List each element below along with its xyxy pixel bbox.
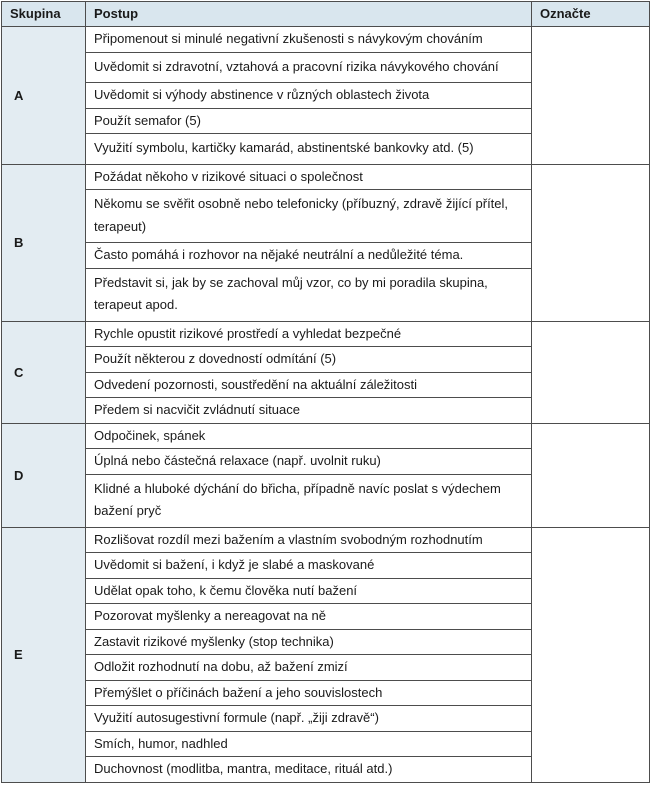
step-cell: Představit si, jak by se zachoval můj vzor, co by mi poradila skupina, terapeut apod.	[86, 268, 532, 321]
group-label: E	[2, 527, 86, 782]
step-cell: Klidné a hluboké dýchání do břicha, případně navíc poslat s výdechem bažení pryč	[86, 474, 532, 527]
mark-cell[interactable]	[532, 423, 650, 527]
table-row	[2, 321, 650, 347]
table-row	[2, 164, 650, 190]
header-group: Skupina	[2, 2, 86, 27]
step-cell: Předem si nacvičit zvládnutí situace	[86, 398, 532, 424]
header-step: Postup	[86, 2, 532, 27]
step-cell: Často pomáhá i rozhovor na nějaké neutrální a nedůležité téma.	[86, 243, 532, 269]
step-cell: Využití symbolu, kartičky kamarád, abstinentské bankovky atd. (5)	[86, 134, 532, 165]
step-cell: Uvědomit si výhody abstinence v různých oblastech života	[86, 83, 532, 109]
step-cell: Připomenout si minulé negativní zkušenosti s návykovým chováním	[86, 27, 532, 53]
step-cell: Smích, humor, nadhled	[86, 731, 532, 757]
step-cell: Úplná nebo částečná relaxace (např. uvolnit ruku)	[86, 449, 532, 475]
group-label: C	[2, 321, 86, 423]
table-row	[2, 527, 650, 553]
mark-cell[interactable]	[532, 27, 650, 165]
step-cell: Použít semafor (5)	[86, 108, 532, 134]
step-cell: Pozorovat myšlenky a nereagovat na ně	[86, 604, 532, 630]
step-cell: Požádat někoho v rizikové situaci o společnost	[86, 164, 532, 190]
step-cell: Přemýšlet o příčinách bažení a jeho souvislostech	[86, 680, 532, 706]
group-label: B	[2, 164, 86, 321]
mark-cell[interactable]	[532, 321, 650, 423]
step-cell: Rychle opustit rizikové prostředí a vyhledat bezpečné	[86, 321, 532, 347]
header-row	[2, 2, 650, 27]
step-cell: Uvědomit si zdravotní, vztahová a pracovní rizika návykového chování	[86, 52, 532, 83]
step-cell: Rozlišovat rozdíl mezi bažením a vlastním svobodným rozhodnutím	[86, 527, 532, 553]
step-cell: Odložit rozhodnutí na dobu, až bažení zmizí	[86, 655, 532, 681]
mark-cell[interactable]	[532, 527, 650, 782]
mark-cell[interactable]	[532, 164, 650, 321]
step-cell: Uvědomit si bažení, i když je slabé a maskované	[86, 553, 532, 579]
step-cell: Zastavit rizikové myšlenky (stop technika)	[86, 629, 532, 655]
step-cell: Udělat opak toho, k čemu člověka nutí bažení	[86, 578, 532, 604]
header-mark: Označte	[532, 2, 650, 27]
group-label: A	[2, 27, 86, 165]
table-row	[2, 423, 650, 449]
step-cell: Duchovnost (modlitba, mantra, meditace, rituál atd.)	[86, 757, 532, 783]
strategy-table	[1, 1, 650, 783]
step-cell: Odvedení pozornosti, soustředění na aktuální záležitosti	[86, 372, 532, 398]
table-body	[2, 27, 650, 783]
step-cell: Využití autosugestivní formule (např. „žiji zdravě“)	[86, 706, 532, 732]
step-cell: Někomu se svěřit osobně nebo telefonicky (příbuzný, zdravě žijící přítel, terapeut)	[86, 190, 532, 243]
step-cell: Odpočinek, spánek	[86, 423, 532, 449]
step-cell: Použít některou z dovedností odmítání (5)	[86, 347, 532, 373]
group-label: D	[2, 423, 86, 527]
table-row	[2, 27, 650, 53]
